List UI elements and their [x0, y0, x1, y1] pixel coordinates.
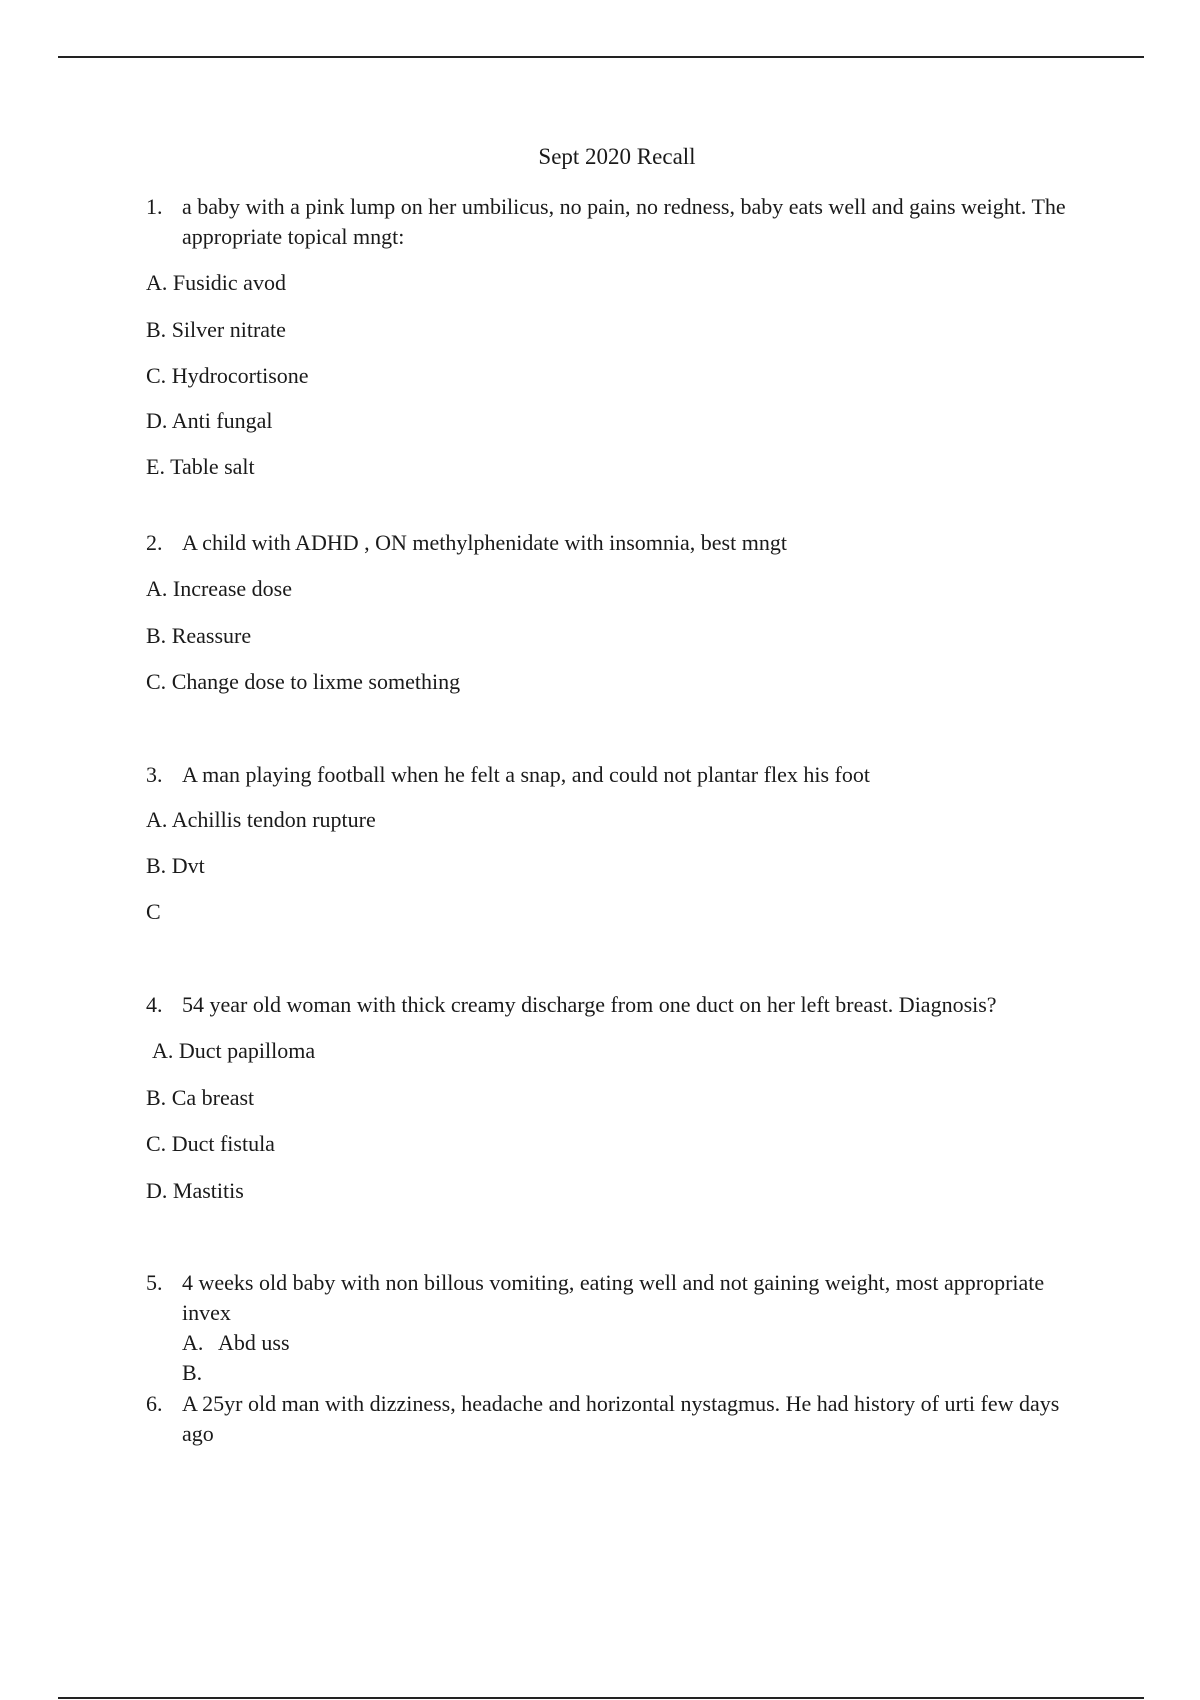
question-3: [146, 760, 1086, 790]
question-text: A child with ADHD , ON methylphenidate with insomnia, best mngt: [182, 530, 787, 555]
q1-option-e: E. Table salt: [146, 454, 255, 479]
q4-option-a: A. Duct papilloma: [152, 1038, 316, 1063]
q2-option-b: B. Reassure: [146, 623, 252, 648]
q2-option-c: C. Change dose to lixme something: [146, 669, 461, 694]
question-text: A 25yr old man with dizziness, headache and horizontal nystagmus. He had history of urti few days ago: [182, 1391, 1060, 1446]
question-1: [146, 192, 1086, 252]
question-text: a baby with a pink lump on her umbilicus, no pain, no redness, baby eats well and gains weight. The appropriate topical mngt:: [182, 194, 1066, 249]
question-text: 4 weeks old baby with non billous vomiting, eating well and not gaining weight, most appropriate invex: [182, 1270, 1045, 1325]
q1-option-d: D. Anti fungal: [146, 408, 273, 433]
q3-option-c: C: [146, 899, 161, 924]
question-number: 3.: [146, 762, 163, 787]
question-5: [146, 1268, 1086, 1328]
q5-option-b: B.: [182, 1360, 203, 1385]
bottom-rule: [58, 1697, 1144, 1699]
question-number: 2.: [146, 530, 163, 555]
question-number: 6.: [146, 1391, 163, 1416]
q4-option-c: C. Duct fistula: [146, 1131, 275, 1156]
q3-option-a: A. Achillis tendon rupture: [146, 807, 376, 832]
q1-option-c: C. Hydrocortisone: [146, 363, 309, 388]
top-rule: [58, 56, 1144, 58]
q3-option-b: B. Dvt: [146, 853, 205, 878]
question-number: 4.: [146, 992, 163, 1017]
question-number: 1.: [146, 194, 163, 219]
question-text: 54 year old woman with thick creamy discharge from one duct on her left breast. Diagnosis?: [182, 992, 997, 1017]
question-6: [146, 1389, 1086, 1449]
q5-option-a: A. Abd uss: [182, 1330, 290, 1355]
question-number: 5.: [146, 1270, 163, 1295]
q1-option-b: B. Silver nitrate: [146, 317, 286, 342]
q1-option-a: A. Fusidic avod: [146, 270, 286, 295]
question-2: [146, 528, 1086, 558]
q4-option-b: B. Ca breast: [146, 1085, 255, 1110]
page-title: Sept 2020 Recall: [538, 144, 696, 169]
question-4: [146, 990, 1126, 1020]
question-text: A man playing football when he felt a snap, and could not plantar flex his foot: [182, 762, 870, 787]
q2-option-a: A. Increase dose: [146, 576, 292, 601]
q4-option-d: D. Mastitis: [146, 1178, 244, 1203]
